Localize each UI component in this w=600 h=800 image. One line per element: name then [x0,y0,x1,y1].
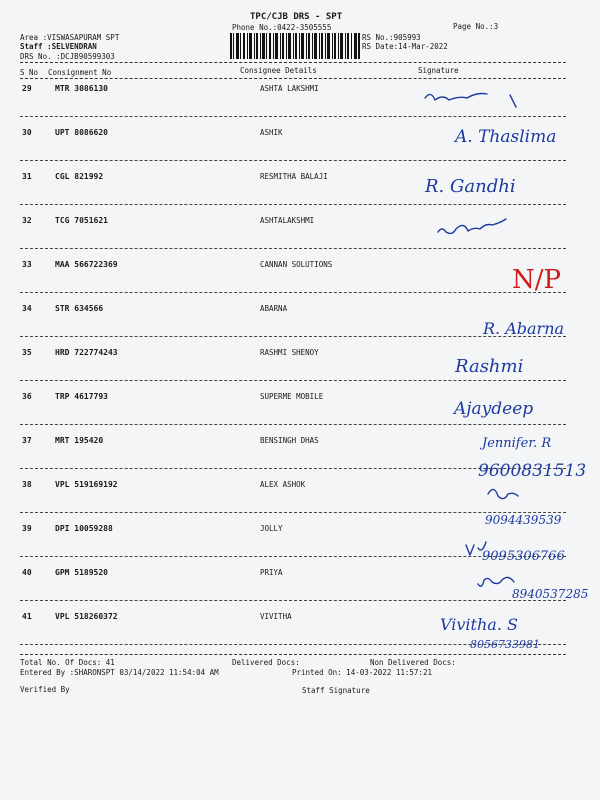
row-consignee: ASHTA LAKSHMI [260,84,319,93]
row-divider [20,204,566,205]
row-consignment-no: MTR 3086130 [55,84,108,93]
row-consignee: BENSINGH DHAS [260,436,319,445]
row-divider [20,336,566,337]
row-divider [20,116,566,117]
row-consignment-no: TCG 7051621 [55,216,108,225]
signature-r38-phone: 9094439539 [485,513,562,527]
col-consignee: Consignee Details [240,66,317,75]
table-row [0,84,600,128]
row-divider [20,292,566,293]
row-consignment-no: CGL 821992 [55,172,104,181]
signature-r37-name: Jennifer. R [482,436,552,451]
row-consignee: JOLLY [260,524,283,533]
signature-r33: N/P [512,265,562,295]
header-divider [20,62,566,63]
row-consignment-no: DPI 10059288 [55,524,113,533]
table-row [0,568,600,612]
row-consignee: ASHIK [260,128,283,137]
staff-label: Staff :SELVENDRAN [20,42,97,51]
row-divider [20,600,566,601]
signature-r39-phone: 9095306766 [482,549,565,564]
table-row [0,436,600,480]
table-row [0,348,600,392]
row-consignment-no: VPL 519169192 [55,480,118,489]
col-signature: Signature [418,66,459,75]
row-consignee: RESMITHA BALAJI [260,172,328,181]
signature-r34: R. Abarna [483,319,565,338]
row-consignee: CANNAN SOLUTIONS [260,260,333,269]
signature-r41-phone: 8056733981 [470,638,540,651]
table-row [0,612,600,656]
row-divider [20,380,566,381]
table-row [0,172,600,216]
signature-r35: Rashmi [455,356,524,377]
row-consignment-no: MRT 195420 [55,436,104,445]
table-row [0,260,600,304]
table-row [0,480,600,524]
row-consignment-no: UPT 8086620 [55,128,108,137]
row-sno: 39 [22,524,32,533]
signature-r31: R. Gandhi [425,176,516,197]
row-consignee: VIVITHA [260,612,292,621]
phone-number: Phone No.:0422-3505555 [232,23,332,32]
signature-r37-phone: 9600831513 [478,461,587,481]
row-divider [20,160,566,161]
row-consignment-no: HRD 722774243 [55,348,118,357]
row-consignee: PRIYA [260,568,283,577]
delivered-docs: Delivered Docs: [232,658,300,667]
table-row [0,216,600,260]
column-divider [20,78,566,79]
rs-number: RS No.:905993 [362,33,421,42]
row-sno: 34 [22,304,32,313]
row-sno: 35 [22,348,32,357]
row-consignment-no: STR 634566 [55,304,104,313]
row-divider [20,424,566,425]
row-sno: 32 [22,216,32,225]
row-divider [20,468,566,469]
table-row [0,304,600,348]
signature-r41-name: Vivitha. S [440,615,518,634]
row-sno: 33 [22,260,32,269]
table-row [0,524,600,568]
area-label: Area :VISWASAPURAM SPT [20,33,120,42]
row-divider [20,556,566,557]
signature-r36: Ajaydeep [454,399,534,419]
barcode [230,33,360,59]
signature-r40-phone: 8940537285 [512,587,589,601]
verified-by: Verified By [20,685,70,694]
row-divider [20,512,566,513]
entered-by: Entered By :SHARONSPT 03/14/2022 11:54:04 AM [20,668,219,677]
row-consignee: ASHTALAKSHMI [260,216,315,225]
row-consignee: SUPERME MOBILE [260,392,324,401]
row-sno: 41 [22,612,32,621]
table-row [0,392,600,436]
col-sno: S No [20,68,39,77]
row-divider [20,644,566,645]
row-sno: 38 [22,480,32,489]
row-sno: 31 [22,172,32,181]
row-consignee: ALEX ASHOK [260,480,306,489]
footer-divider [20,654,566,655]
table-row [0,128,600,172]
document-title: TPC/CJB DRS - SPT [250,12,343,22]
row-sno: 29 [22,84,32,93]
drs-number: DRS No. :DCJB90599303 [20,52,115,61]
row-sno: 37 [22,436,32,445]
row-consignment-no: MAA 566722369 [55,260,118,269]
printed-on: Printed On: 14-03-2022 11:57:21 [292,668,432,677]
row-divider [20,248,566,249]
page-number: Page No.:3 [453,22,499,31]
row-sno: 40 [22,568,32,577]
row-consignment-no: GPM 5189520 [55,568,108,577]
col-consignment: Consignment No [48,68,112,77]
row-consignment-no: TRP 4617793 [55,392,108,401]
rs-date: RS Date:14-Mar-2022 [362,42,448,51]
row-consignee: ABARNA [260,304,288,313]
non-delivered-docs: Non Delivered Docs: [370,658,456,667]
signature-r30: A. Thaslima [455,127,557,147]
row-consignment-no: VPL 518260372 [55,612,118,621]
row-sno: 36 [22,392,32,401]
staff-signature: Staff Signature [302,686,370,695]
row-sno: 30 [22,128,32,137]
row-consignee: RASHMI SHENOY [260,348,319,357]
total-docs: Total No. Of Docs: 41 [20,658,115,667]
